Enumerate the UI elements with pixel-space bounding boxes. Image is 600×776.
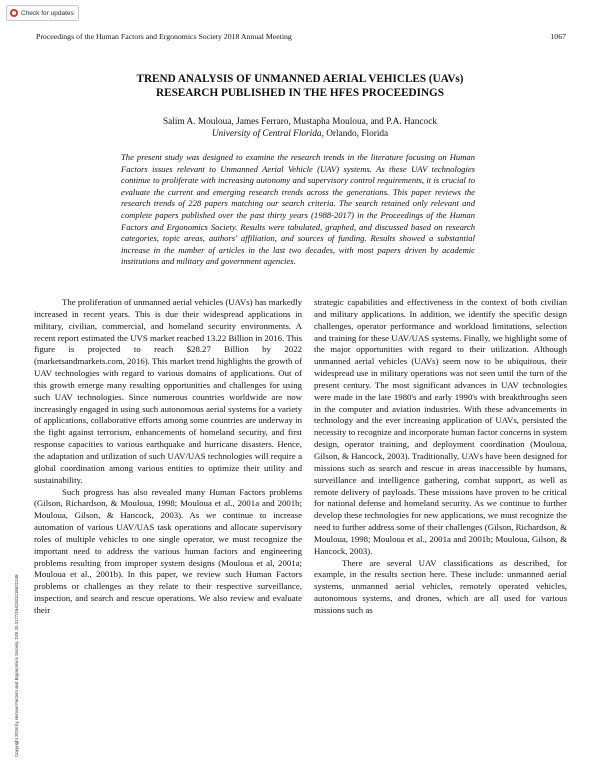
author-block [40, 116, 560, 140]
check-for-updates-label: Check for updates [21, 9, 74, 17]
check-updates-icon [10, 9, 18, 17]
body-paragraph: The proliferation of unmanned aerial vehicles (UAVs) has markedly increased in recent years. This is due their widespread applications in military, civilian, commercial, and homeland security environments. A recent report estimated the UVS market reached 13.22 Billion in 2016. This figure is projected to reach $28.27 Billion by 2022 (marketsandmarkets.com, 2016). This market trend highlights the growth of UAV technologies with regard to various domains of applications. Out of this growth emerge many resulting opportunities and challenges for using such UAV technologies. Since numerous countries worldwide are now increasingly engaged in using such autonomous aerial systems for a variety of applications, collaborative efforts among some countries are underway in the fight against terrorism, enhancements of homeland security, and first response capacities to various earthquake and hurricane disasters. Hence, the adaptation and utilization of such UAV/UAS technologies will require a global coordination among various entities to optimize their utility and sustainability. [34, 297, 302, 485]
author-names: Salim A. Mouloua, James Ferraro, Mustapha Mouloua, and P.A. Hancock [163, 117, 437, 127]
affiliation-name: University of Central Florida [211, 129, 322, 139]
paper-title-line-2: RESEARCH PUBLISHED IN THE HFES PROCEEDINGS [156, 87, 444, 99]
paper-title [60, 72, 540, 100]
running-header [36, 32, 566, 41]
paper-title-line-1: TREND ANALYSIS OF UNMANNED AERIAL VEHICLES (UAVs) [136, 73, 464, 85]
body-paragraph: There are several UAV classifications as described, for example, in the results section here. These include: unmanned aerial systems, unmanned aerial vehicles, remotely operated vehicles, autonomous systems, and drones, which are all used for various missions such as [314, 557, 567, 615]
copyright-side-note: Copyright 2018 by Human Factors and Ergonomics Society. DOI 10.1177/1541931218621245 [14, 574, 19, 757]
body-paragraph: strategic capabilities and effectiveness in the context of both civilian and military applications. In addition, we identify the specific design challenges, operator performance and workload limitations, selection and training for these UAV/UAS systems. Finally, we highlight some of the major opportunities with regard to their utilization. Although unmanned aerial vehicles (UAVs) seem now to be ubiquitous, their widespread use in military operations was not seen until the turn of the present century. The most significant advances in UAV technologies were made in the late 1980's and early 1990's with breakthroughs seen in the computer and aviation industries. With these advancements in technology and the ever increasing application of UAVs, persisted the necessity to recognize and incorporate human factor concerns in system design, operator training, and deployment coordination (Mouloua, Gilson, & Hancock, 2003). Traditionally, UAVs have been designed for missions such as search and rescue in areas inaccessible by humans, surveillance and intelligence gathering, combat support, as well as remote delivery of payloads. These missions have proven to be critical for national defense and homeland security. As we continue to further develop these technologies for new applications, we must recognize the need to further address some of their challenges (Gilson, Richardson, & Mouloua, 1998; Mouloua et al., 2001a and 2001b; Mouloua, Gilson, & Hancock, 2003). [314, 297, 567, 556]
body-column-left [34, 297, 302, 617]
abstract: The present study was designed to examine the research trends in the literature focusing on Human Factors issues relevant to Unmanned Aerial Vehicle (UAV) systems. As these UAV technologies continue to proliferate with increasing autonomy and supervisory control requirements, it is crucial to evaluate the current and emerging research trends across the generations. This paper reviews the research trends of 228 papers matching our search criteria. The search retained only relevant and complete papers published over the past thirty years (1988-2017) in the Proceedings of the Human Factors and Ergonomics Society. Results were tabulated, graphed, and discussed based on research categories, topic areas, authors' affiliation, and sources of funding. Results showed a substantial increase in the number of articles in the last two decades, with most papers driven by academic institutions and military and government agencies. [121, 152, 475, 267]
page-number: 1067 [550, 32, 566, 41]
body-column-right [314, 297, 567, 617]
author-affiliation-line [40, 128, 560, 140]
affiliation-location: , Orlando, Florida [321, 129, 389, 139]
body-paragraph: Such progress has also revealed many Human Factors problems (Gilson, Richardson, & Mouloua, 1998; Mouloua et al., 2001a and 2001b; Mouloua, Gilson, & Hancock, 2003). As we continue to increase automation of various UAV/UAS task operations and allocate supervisory roles of multiple vehicles to one single operator, we must recognize the important need to address the various human factors and engineering problems resulting from improper system designs (Mouloua et al, 2001a; Mouloua et al., 2001b). In this paper, we review such Human Factors problems or challenges as they relate to their respective surveillance, inspection, and search and rescue operations. We also review and evaluate their [34, 486, 302, 615]
check-for-updates-badge[interactable] [6, 5, 79, 21]
proceedings-title: Proceedings of the Human Factors and Ergonomics Society 2018 Annual Meeting [36, 32, 292, 41]
